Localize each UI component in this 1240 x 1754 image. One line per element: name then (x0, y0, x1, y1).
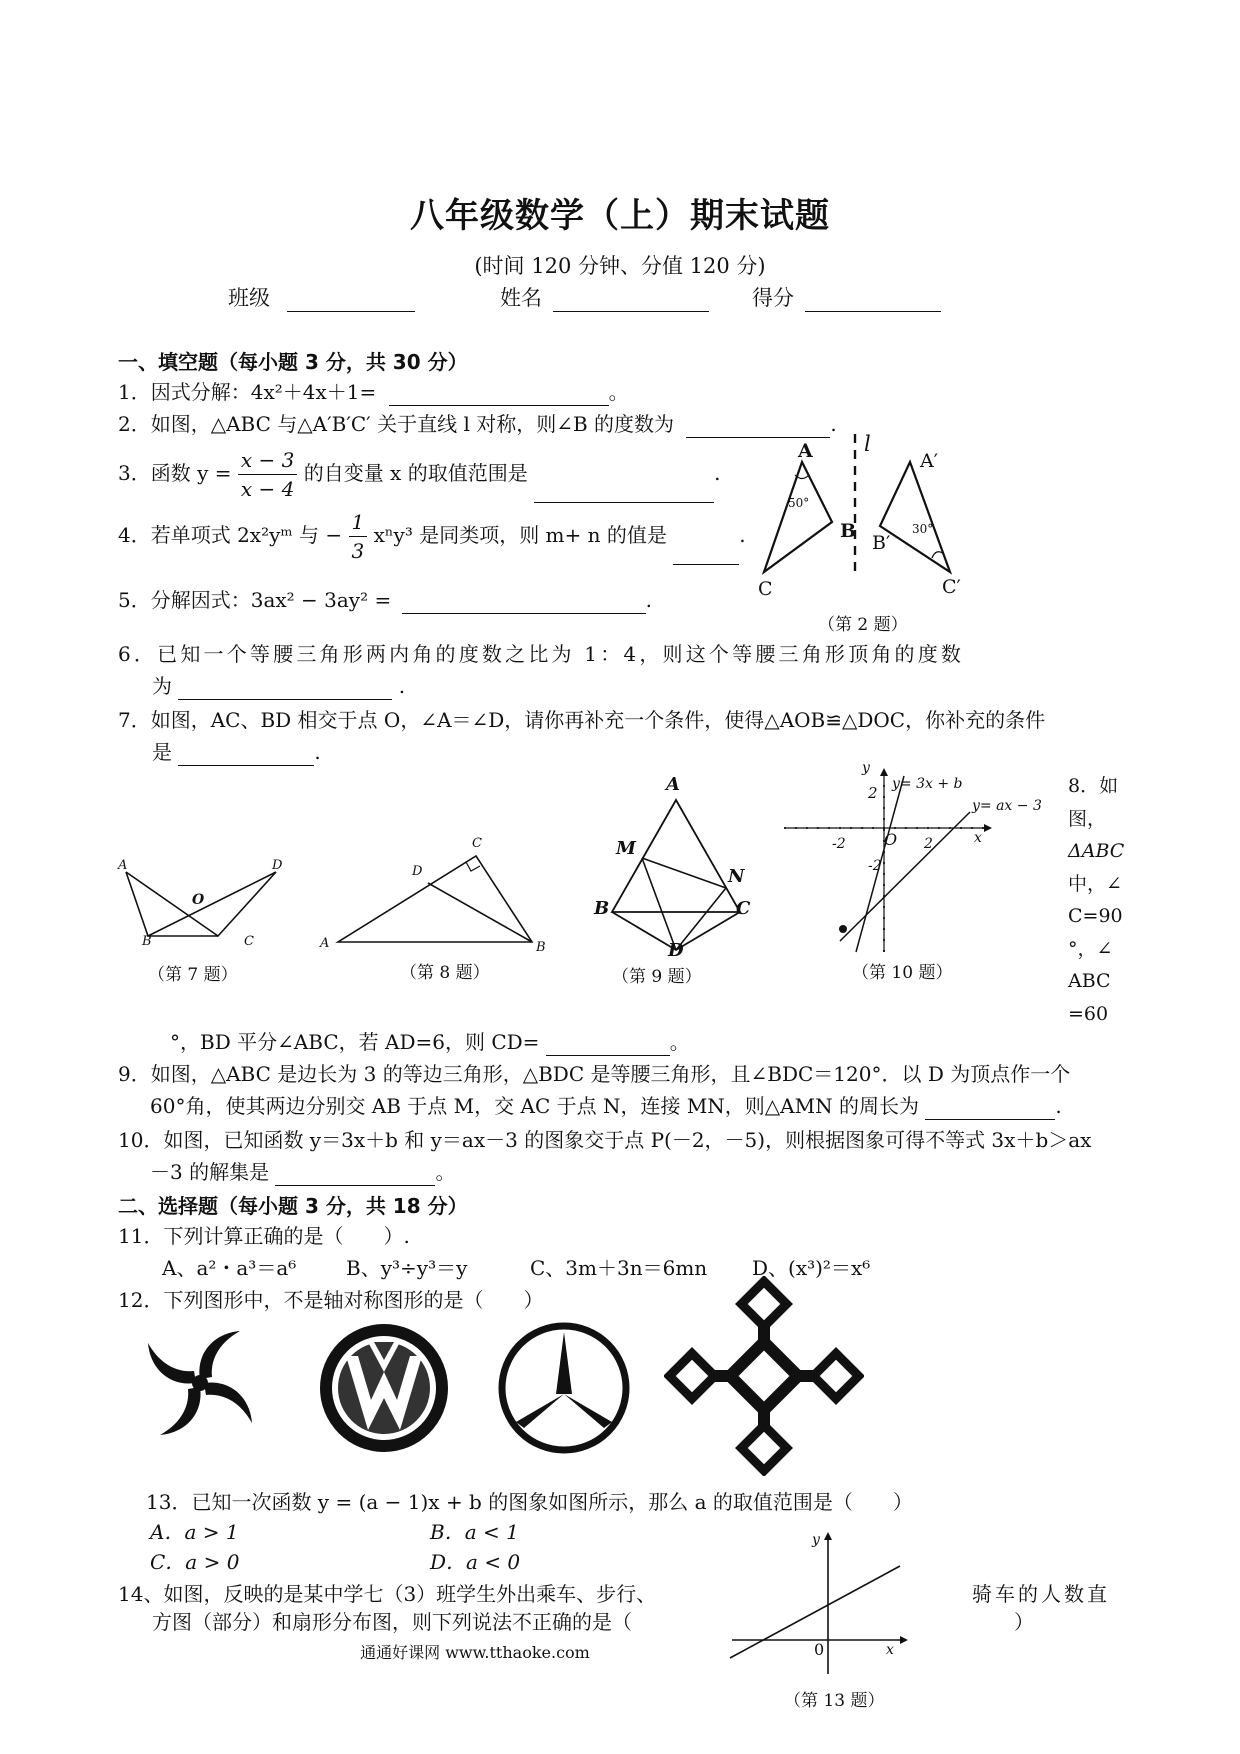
q13-option-d[interactable]: D．a < 0 (430, 1550, 521, 1574)
q11-option-c[interactable]: C、3m＋3n＝6mn (530, 1256, 708, 1280)
question-8-cont: °，BD 平分∠ABC，若 AD=6，则 CD= 。 (170, 1030, 690, 1054)
fig7-label-d: D (272, 858, 283, 873)
score-label: 得分 (752, 286, 794, 310)
fig9-label-m: M (616, 838, 636, 859)
triangle-abc (764, 462, 832, 572)
triangle-abc-prime (880, 462, 950, 572)
fig2-label-a-prime: A′ (920, 450, 939, 472)
q13-option-b[interactable]: B．a < 1 (430, 1520, 519, 1544)
section-1-heading: 一、填空题（每小题 3 分，共 30 分） (118, 350, 468, 374)
q4-blank[interactable] (673, 542, 739, 565)
q11-option-d[interactable]: D、(x³)²＝x⁶ (752, 1256, 871, 1280)
fig8-label-a: A (320, 936, 330, 951)
fig10-label-xm2: -2 (832, 836, 846, 852)
class-blank[interactable] (287, 289, 415, 312)
figure-10 (780, 766, 1010, 956)
question-14-line-1b: 骑车的人数直 (972, 1582, 1110, 1606)
section-2-heading: 二、选择题（每小题 3 分，共 18 分） (118, 1194, 468, 1218)
q7-blank[interactable] (178, 743, 314, 766)
fig8-label-d: D (412, 864, 423, 879)
fig7-label-c: C (244, 934, 254, 949)
fig10-label-line1: y= 3x + b (892, 776, 963, 792)
fig10-caption: （第 10 题） (852, 963, 953, 983)
question-3: 3．函数 y = $\frac{x - 3}{x - 4}$ 的自变量 x 的取值范围是 . (118, 448, 721, 501)
fig9-label-d: D (668, 940, 684, 961)
fig10-point-p (839, 925, 847, 933)
fig7-label-b: B (142, 934, 152, 949)
fig10-label-y: y (862, 760, 870, 776)
figure-8 (330, 836, 540, 946)
fig2-angle-50: 50° (788, 496, 810, 510)
fig13-label-y: y (812, 1532, 820, 1548)
question-14-line-1a: 14、如图，反映的是某中学七（3）班学生外出乘车、步行、 (118, 1582, 657, 1606)
fig9-caption: （第 9 题） (612, 967, 702, 987)
fig10-label-y2: 2 (868, 784, 878, 802)
class-label: 班级 (228, 286, 270, 310)
fig9-label-c: C (736, 898, 751, 919)
q6-blank[interactable] (178, 677, 392, 700)
question-6-line-2: 为 . (152, 674, 406, 698)
fig2-label-l: l (864, 432, 871, 456)
footer: 通通好课网 www.tthaoke.com (360, 1643, 590, 1662)
name-label: 姓名 (500, 286, 542, 310)
question-11: 11．下列计算正确的是（ ）. (118, 1224, 410, 1248)
q4-fraction: $\frac{1}{3}$ (349, 508, 368, 565)
question-10-line-2: －3 的解集是 。 (150, 1160, 456, 1184)
fig13-label-x: x (886, 1642, 894, 1658)
fig10-label-o: O (884, 830, 898, 849)
q8-blank[interactable] (546, 1033, 670, 1056)
fig10-line-ax-3 (840, 812, 970, 941)
mercedes-logo-icon[interactable] (494, 1318, 634, 1458)
question-9-line-1: 9．如图，△ABC 是边长为 3 的等边三角形，△BDC 是等腰三角形，且∠BDC＝120°．以 D 为顶点作一个 (118, 1062, 1071, 1086)
question-2: 2．如图，△ABC 与△A′B′C′ 关于直线 l 对称，则∠B 的度数为 . (118, 412, 837, 436)
fig2-angle-30: 30° (912, 522, 934, 536)
q5-blank[interactable] (402, 591, 646, 614)
question-8-side: 8．如 图， ΔABC 中，∠ C=90 °，∠ ABC =60 (1068, 775, 1125, 1025)
fig10-label-x2: 2 (924, 836, 933, 852)
fig7-caption: （第 7 题） (148, 965, 238, 985)
q10-blank[interactable] (275, 1163, 435, 1186)
fig10-label-ym2: -2 (868, 858, 882, 874)
question-7-line-1: 7．如图，AC、BD 相交于点 O，∠A＝∠D，请你再补充一个条件，使得△AOB≌△DOC，你补充的条件 (118, 708, 1046, 732)
question-12: 12．下列图形中，不是轴对称图形的是（ ） (118, 1288, 544, 1312)
fig10-label-x: x (974, 830, 982, 846)
score-field (752, 282, 941, 312)
figure-2 (750, 430, 1000, 630)
fig2-label-b: B (840, 520, 857, 542)
fig8-caption: （第 8 题） (400, 963, 490, 983)
diamond-cross-icon[interactable] (664, 1276, 864, 1476)
q11-option-b[interactable]: B、y³÷y³＝y (346, 1256, 468, 1280)
question-4: 4．若单项式 2x²yᵐ 与 − $\frac{1}{3}$ xⁿy³ 是同类项，则 m+ n 的值是 . (118, 510, 746, 563)
question-7-line-2: 是 . (152, 740, 321, 764)
question-1: 1．因式分解：4x²＋4x＋1= 。 (118, 380, 629, 404)
q9-blank[interactable] (925, 1097, 1055, 1120)
q3-blank[interactable] (534, 480, 714, 503)
fig8-label-c: C (472, 836, 482, 851)
q1-blank[interactable] (389, 383, 609, 406)
question-14-line-2b: ） (1014, 1610, 1034, 1634)
fig10-label-line2: y= ax − 3 (972, 798, 1042, 814)
fig13-label-0: 0 (814, 1640, 825, 1659)
question-13: 13．已知一次函数 y = (a − 1)x + b 的图象如图所示，那么 a 的取值范围是（ ） (146, 1490, 913, 1514)
question-10-line-1: 10．如图，已知函数 y＝3x＋b 和 y＝ax－3 的图象交于点 P(－2，－5)，则根据图象可得不等式 3x＋b＞ax (118, 1128, 1092, 1152)
page-subtitle: (时间 120 分钟、分值 120 分) (474, 254, 766, 278)
q13-option-a[interactable]: A．a > 1 (150, 1520, 239, 1544)
fig9-label-b: B (594, 898, 610, 919)
fig2-label-c-prime: C′ (942, 576, 961, 598)
pinwheel-icon[interactable] (130, 1318, 270, 1448)
q11-option-a[interactable]: A、a²・a³＝a⁶ (162, 1256, 297, 1280)
class-field (228, 282, 415, 312)
fig13-caption: （第 13 题） (784, 1691, 885, 1711)
q3-fraction: $\frac{x - 3}{x - 4}$ (238, 446, 297, 503)
fig9-label-a: A (666, 774, 680, 795)
score-blank[interactable] (805, 289, 941, 312)
name-blank[interactable] (553, 289, 709, 312)
vw-logo-icon[interactable] (314, 1318, 454, 1458)
fig2-caption: （第 2 题） (818, 615, 908, 635)
fig2-label-b-prime: B′ (872, 532, 891, 554)
fig7-label-a: A (118, 858, 128, 873)
fig2-label-a: A (798, 440, 813, 462)
fig8-label-b: B (536, 940, 546, 955)
question-5: 5．分解因式：3ax² − 3ay² = . (118, 588, 652, 612)
fig7-label-o: O (192, 892, 205, 908)
question-6-line-1: 6．已知一个等腰三角形两内角的度数之比为 1：4，则这个等腰三角形顶角的度数 (118, 642, 965, 666)
q13-option-c[interactable]: C．a > 0 (150, 1550, 240, 1574)
question-14-line-2a: 方图（部分）和扇形分布图，则下列说法不正确的是（ (152, 1610, 632, 1634)
fig9-label-n: N (728, 866, 745, 887)
page-title: 八年级数学（上）期末试题 (410, 196, 830, 236)
fig2-label-c: C (758, 578, 773, 600)
question-9-line-2: 60°角，使其两边分别交 AB 于点 M，交 AC 于点 N，连接 MN，则△AMN 的周长为 . (150, 1094, 1062, 1118)
name-field (500, 282, 709, 312)
